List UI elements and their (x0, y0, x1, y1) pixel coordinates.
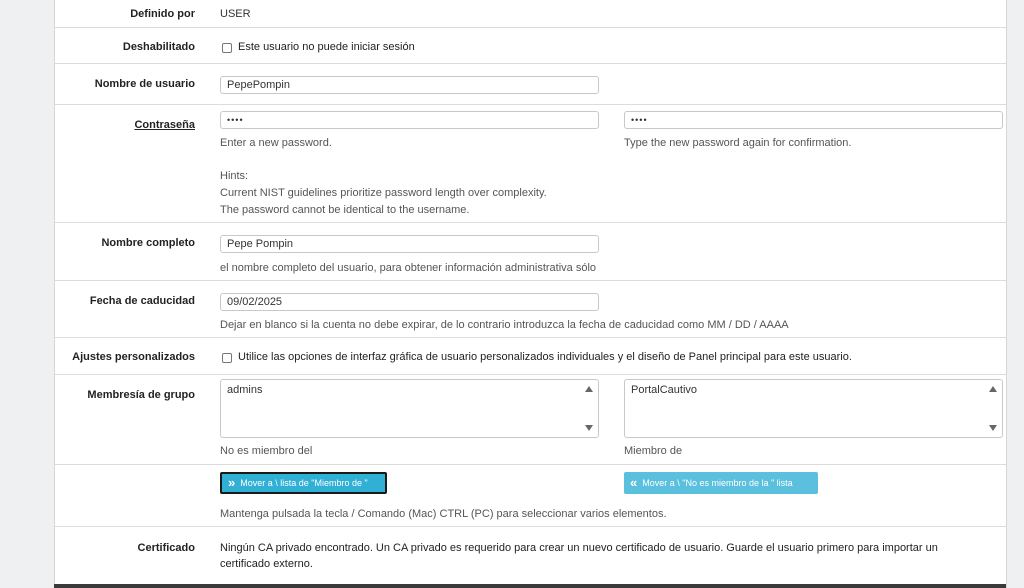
defined-by-label: Definido por (130, 8, 195, 20)
user-edit-panel (54, 0, 1007, 588)
move-to-not-member-button[interactable] (624, 472, 818, 494)
member-option[interactable]: PortalCautivo (631, 384, 698, 396)
password-hints-title: Hints: (220, 170, 249, 182)
expiration-label: Fecha de caducidad (89, 295, 195, 307)
group-membership-label: Membresía de grupo (87, 389, 195, 401)
double-chevron-left-icon: « (630, 475, 638, 490)
certificate-label: Certificado (137, 542, 195, 554)
not-member-help: No es miembro del (220, 445, 313, 457)
not-member-listbox[interactable] (220, 379, 599, 438)
username-input[interactable]: PepePompin (220, 76, 599, 94)
password-hint-1: Current NIST guidelines prioritize password length over complexity. (220, 187, 547, 199)
row-password (55, 104, 1006, 223)
row-fullname (55, 222, 1006, 281)
row-username (55, 63, 1006, 105)
disabled-checkbox-text: Este usuario no puede iniciar sesión (238, 41, 415, 53)
expiration-help: Dejar en blanco si la cuenta no debe expirar, de lo contrario introduzca la fecha de caducidad como MM / DD / AAAA (220, 319, 789, 331)
password-label[interactable]: Contraseña (134, 119, 195, 131)
certificate-text-line2: certificado externo. (220, 558, 313, 570)
scroll-down-arrow-icon[interactable] (585, 425, 593, 431)
password-input[interactable]: •••• (220, 111, 599, 129)
move-to-not-member-label: Mover a \ "No es miembro de la " lista (642, 478, 793, 488)
custom-settings-label: Ajustes personalizados (72, 351, 195, 363)
move-to-member-label: Mover a \ lista de "Miembro de " (240, 478, 368, 488)
move-to-member-button[interactable] (220, 472, 387, 494)
password-hint-2: The password cannot be identical to the username. (220, 204, 470, 216)
double-chevron-right-icon: » (228, 475, 236, 490)
row-disabled (55, 27, 1006, 64)
password-confirm-help: Type the new password again for confirmation. (624, 137, 852, 149)
defined-by-value: USER (220, 8, 251, 20)
row-move-buttons (55, 464, 1006, 527)
not-member-option[interactable]: admins (227, 384, 263, 396)
expiration-input[interactable]: 09/02/2025 (220, 293, 599, 311)
scroll-up-arrow-icon[interactable] (585, 386, 593, 392)
footer-bar (54, 584, 1006, 588)
fullname-label: Nombre completo (101, 237, 195, 249)
member-help: Miembro de (624, 445, 683, 457)
row-custom-settings (55, 337, 1006, 375)
fullname-input[interactable]: Pepe Pompin (220, 235, 599, 253)
member-listbox[interactable] (624, 379, 1003, 438)
custom-settings-checkbox-text: Utilice las opciones de interfaz gráfica de usuario personalizados individuales y el diseño de Panel principal para este usuario. (238, 351, 852, 363)
row-defined-by (55, 0, 1006, 27)
custom-settings-checkbox[interactable] (222, 353, 232, 363)
disabled-label: Deshabilitado (122, 41, 195, 53)
scroll-down-arrow-icon[interactable] (989, 425, 997, 431)
password-confirm-input[interactable]: •••• (624, 111, 1003, 129)
row-expiration (55, 280, 1006, 338)
move-buttons-help: Mantenga pulsada la tecla / Comando (Mac) CTRL (PC) para seleccionar varios elementos. (220, 508, 667, 520)
certificate-text-line1: Ningún CA privado encontrado. Un CA privado es requerido para crear un nuevo certificado de usuario. Guarde el usuario primero para importar un (220, 542, 938, 554)
fullname-help: el nombre completo del usuario, para obtener información administrativa sólo (220, 262, 597, 274)
row-group-membership (55, 374, 1006, 465)
row-certificate (55, 526, 1006, 585)
disabled-checkbox[interactable] (222, 43, 232, 53)
username-label: Nombre de usuario (94, 78, 195, 90)
scroll-up-arrow-icon[interactable] (989, 386, 997, 392)
password-help: Enter a new password. (220, 137, 332, 149)
